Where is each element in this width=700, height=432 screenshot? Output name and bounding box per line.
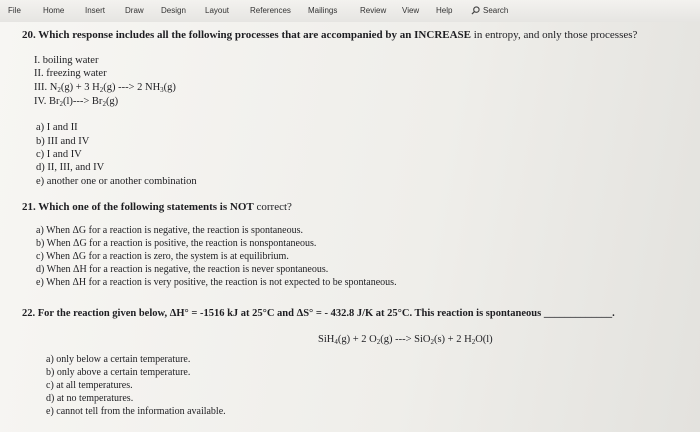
q22-equation: SiH$_4$(g) + 2 $O_2(g)$ ---> SiO$_2$(s) + 2 $H_2O(l)$ xyxy=(318,334,493,346)
q20-choice-b: b) III and IV xyxy=(36,136,90,147)
tab-file[interactable]: File xyxy=(8,6,21,15)
q20-stem: 20. Which response includes all the following processes that are accompanied by an INCREASE in entropy, and only those processes? xyxy=(22,29,638,41)
tab-help[interactable]: Help xyxy=(436,6,453,15)
tab-draw[interactable]: Draw xyxy=(125,6,144,15)
tab-design[interactable]: Design xyxy=(161,6,186,15)
ribbon-bar xyxy=(0,0,700,23)
search-box[interactable] xyxy=(471,6,508,15)
q20-process-iv: IV. $Br_2(l)---> Br_2(g)$ xyxy=(34,96,119,108)
q22-choice-e: e) cannot tell from the information available. xyxy=(46,406,226,417)
q22-choice-d: d) at no temperatures. xyxy=(46,393,134,404)
q22-choice-b: b) only above a certain temperature. xyxy=(46,367,191,378)
tab-layout[interactable]: Layout xyxy=(205,6,230,15)
q22-stem: 22. For the reaction given below, ΔH° = -1516 kJ at 25°C and ΔS° = - 432.8 J/K at 25°C. This reaction is spontaneous _____________. xyxy=(22,308,615,319)
q22-choice-c: c) at all temperatures. xyxy=(46,380,133,391)
tab-mailings[interactable]: Mailings xyxy=(308,6,338,15)
document-page xyxy=(0,22,700,432)
tab-insert[interactable]: Insert xyxy=(85,6,106,15)
tab-view[interactable]: View xyxy=(402,6,420,15)
q20-choice-e: e) another one or another combination xyxy=(36,176,197,187)
q22-choice-a: a) only below a certain temperature. xyxy=(46,354,191,365)
tab-references[interactable]: References xyxy=(250,6,291,15)
tab-review[interactable]: Review xyxy=(360,6,387,15)
q21-choice-a: a) When ΔG for a reaction is negative, the reaction is spontaneous. xyxy=(36,225,303,236)
q21-choice-d: d) When ΔH for a reaction is negative, the reaction is never spontaneous. xyxy=(36,264,329,275)
q21-choice-b: b) When ΔG for a reaction is positive, the reaction is nonspontaneous. xyxy=(36,238,317,249)
q20-choice-c: c) I and IV xyxy=(36,149,82,160)
search-label: Search xyxy=(483,6,509,15)
search-icon xyxy=(471,6,480,15)
q20-choice-a: a) I and II xyxy=(36,122,78,133)
q21-stem: 21. Which one of the following statements is NOT correct? xyxy=(22,201,292,213)
q20-process-iii: III. $N_2(g) + 3$ $H_2(g)$ ---> 2 $NH_3(g)$ xyxy=(34,82,176,94)
tab-home[interactable]: Home xyxy=(43,6,65,15)
q20-choice-d: d) II, III, and IV xyxy=(36,162,105,173)
q20-process-i: I. boiling water xyxy=(34,55,99,66)
q21-choice-e: e) When ΔH for a reaction is very positive, the reaction is not expected to be spontaneous. xyxy=(36,277,397,288)
q20-process-ii: II. freezing water xyxy=(34,68,107,79)
q21-choice-c: c) When ΔG for a reaction is zero, the system is at equilibrium. xyxy=(36,251,289,262)
